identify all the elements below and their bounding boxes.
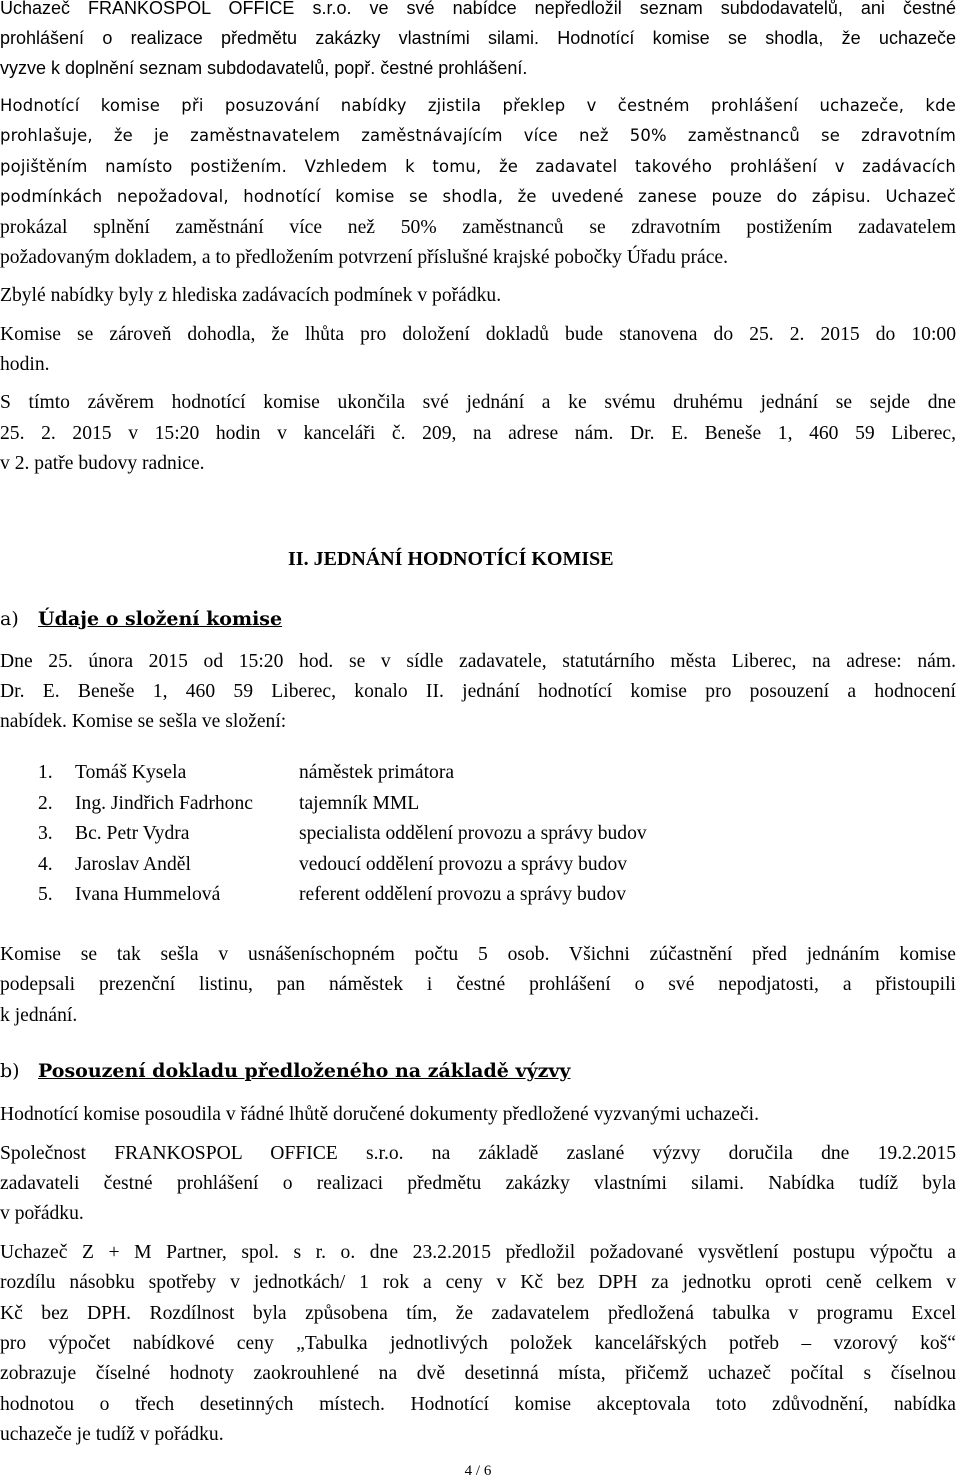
error-line: Hodnotící komise při posuzování nabídky zjistila překlep v čestném prohlášení uchazeče, kde [0, 96, 956, 115]
zm-line: hodnotou o třech desetinných místech. Hodnotící komise akceptovala toto zdůvodnění, nabídka [0, 1394, 956, 1415]
frankospol-line: v pořádku. [0, 1203, 84, 1224]
member-item [38, 789, 647, 820]
closing-line: S tímto závěrem hodnotící komise ukončila své jednání a ke svému druhému jednání se sejde dne [0, 392, 956, 413]
error-line-part: pojištěním namísto postižením. Vzhledem k tomu, že zadavatel takového prohlášení v zadávacích [0, 157, 956, 176]
member-role: referent oddělení provozu a správy budov [299, 884, 626, 905]
assessment-intro: Hodnotící komise posoudila v řádné lhůtě doručené dokumenty předložené vyzvanými uchazeči. [0, 1104, 760, 1125]
member-number: 3. [38, 823, 53, 844]
member-name: Ing. Jindřich Fadrhonc [75, 792, 253, 814]
member-item [38, 880, 647, 911]
error-line: prokázal splnění zaměstnání více než 50% zaměstnanců se zdravotním postižením zadavatelem [0, 217, 956, 238]
member-role: vedoucí oddělení provozu a správy budov [299, 853, 628, 875]
member-name: Tomáš Kysela [75, 762, 187, 783]
member-number: 5. [38, 884, 53, 905]
meeting-line: nabídek. Komise se sešla ve složení: [0, 711, 287, 732]
quorum-line: k jednání. [0, 1005, 78, 1026]
frankospol-line: zadavateli čestné prohlášení o realizaci předmětu zakázky vlastními silami. Nabídka tudíž byla [0, 1173, 956, 1194]
error-line: prohlašuje, že je zaměstnavatelem zaměstnávajícím více než 50% zaměstnanců se zdravotním [0, 126, 956, 145]
closing-line: 25. 2. 2015 v 15:20 hodin v kanceláři č. 209, na adrese nám. Dr. E. Beneše 1, 460 59 Liberec, [0, 423, 956, 444]
error-line: podmínkách nepožadoval, hodnotící komise se shodla, že uvedené zanese pouze do zápisu. Uchazeč [0, 187, 956, 206]
member-name: Bc. Petr Vydra [75, 823, 190, 844]
closing-line: v 2. patře budovy radnice. [0, 453, 205, 474]
quorum-line: podepsali prezenční listinu, pan náměstek i čestné prohlášení o své nepodjatosti, a přistoupili [0, 974, 956, 995]
member-number: 4. [38, 853, 53, 875]
deadline-line: Komise se zároveň dohodla, že lhůta pro doložení dokladů bude stanovena do 25. 2. 2015 do 10:00 [0, 324, 956, 345]
zm-line: zobrazuje číselné hodnoty zaokrouhlené na dvě desetinná místa, přičemž uchazeč počítal s číselnou [0, 1363, 956, 1384]
frankospol-line: Společnost FRANKOSPOL OFFICE s.r.o. na základě zaslané výzvy doručila dne 19.2.2015 [0, 1143, 956, 1164]
zm-line: Uchazeč Z + M Partner, spol. s r. o. dne 23.2.2015 předložil požadované vysvětlení postupu výpočtu a [0, 1242, 956, 1263]
zm-line: uchazeče je tudíž v pořádku. [0, 1424, 224, 1445]
subsection-b-title: Posouzení dokladu předloženého na základě výzvy [38, 1060, 571, 1082]
subsection-b-heading [0, 1060, 570, 1082]
meeting-line: Dr. E. Beneše 1, 460 59 Liberec, konalo II. jednání hodnotící komise pro posouzení a hodnocení [0, 681, 956, 702]
intro-line: prohlášení o realizace předmětu zakázky vlastními silami. Hodnotící komise se shodla, že uchazeče [0, 28, 956, 48]
member-item [38, 819, 647, 850]
quorum-line: Komise se tak sešla v usnášeníschopném počtu 5 osob. Všichni zúčastnění před jednáním komise [0, 944, 956, 965]
page-number: 4 / 6 [464, 1463, 492, 1479]
member-role: specialista oddělení provozu a správy budov [299, 823, 647, 844]
error-line: požadovaným dokladem, a to předložením potvrzení příslušné krajské pobočky Úřadu práce. [0, 247, 729, 268]
member-item [38, 758, 647, 789]
member-role: náměstek primátora [299, 762, 455, 783]
deadline-line: hodin. [0, 354, 50, 375]
member-name: Jaroslav Anděl [75, 853, 191, 875]
subsection-a-title: Údaje o složení komise [38, 608, 283, 630]
intro-line: vyzve k doplnění seznam subdodavatelů, popř. čestné prohlášení. [0, 58, 528, 78]
zm-line: Kč bez DPH. Rozdílnost byla způsobena tím, že zadavatelem předložená tabulka v programu Excel [0, 1303, 956, 1324]
subsection-a-heading [0, 608, 282, 630]
member-item [38, 850, 647, 881]
member-number: 1. [38, 762, 53, 783]
member-name: Ivana Hummelová [75, 884, 221, 905]
subsection-a-label: a) [0, 608, 19, 630]
other-offers-text: Zbylé nabídky byly z hlediska zadávacích podmínek v pořádku. [0, 285, 502, 306]
error-line [0, 152, 956, 183]
zm-line: rozdílu násobku spotřeby v jednotkách/ 1 rok a ceny v Kč bez DPH za jednotku oproti ceně celkem v [0, 1272, 956, 1293]
zm-line: pro výpočet nabídkové ceny „Tabulka jednotlivých položek kancelářských potřeb – vzorový koš“ [0, 1333, 956, 1354]
committee-members-list [38, 758, 647, 911]
subsection-b-label: b) [0, 1060, 20, 1082]
member-role: tajemník MML [299, 792, 420, 814]
intro-line: Uchazeč FRANKOSPOL OFFICE s.r.o. ve své nabídce nepředložil seznam subdodavatelů, ani čestné [0, 0, 956, 18]
meeting-line: Dne 25. února 2015 od 15:20 hod. se v sídle zadavatele, statutárního města Liberec, na adrese: nám. [0, 651, 956, 672]
section-heading: II. JEDNÁNÍ HODNOTÍCÍ KOMISE [288, 548, 614, 570]
member-number: 2. [38, 792, 53, 814]
